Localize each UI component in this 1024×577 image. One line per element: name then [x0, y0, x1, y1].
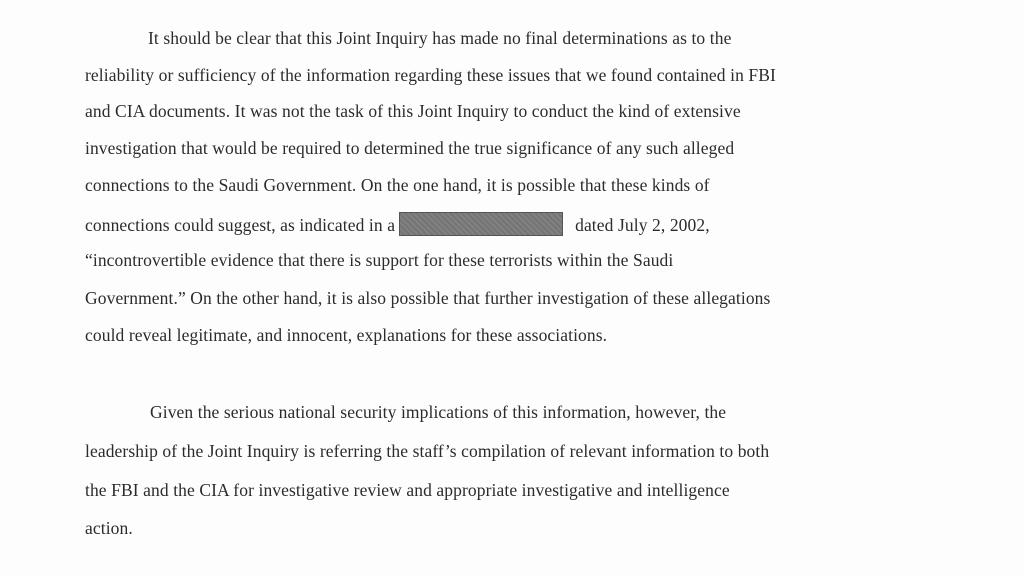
text-line: action.: [85, 518, 133, 538]
text-segment: dated July 2, 2002,: [575, 215, 710, 235]
text-line: It should be clear that this Joint Inquiry has made no final determinations as to the: [148, 28, 732, 48]
text-line: reliability or sufficiency of the information regarding these issues that we found contained in FBI: [85, 65, 776, 85]
text-line: could reveal legitimate, and innocent, explanations for these associations.: [85, 325, 608, 345]
text-line: connections to the Saudi Government. On the one hand, it is possible that these kinds of: [85, 175, 710, 195]
text-segment: connections could suggest, as indicated in a: [85, 215, 396, 235]
text-line: Government.” On the other hand, it is also possible that further investigation of these allegations: [85, 288, 771, 308]
text-line: Given the serious national security implications of this information, however, the: [150, 402, 727, 422]
text-line: leadership of the Joint Inquiry is referring the staff’s compilation of relevant information to both: [85, 441, 770, 461]
redaction-block: [399, 212, 563, 236]
text-line: and CIA documents. It was not the task of this Joint Inquiry to conduct the kind of extensive: [85, 101, 741, 121]
text-line: investigation that would be required to determined the true significance of any such alleged: [85, 138, 735, 158]
text-line-with-redaction: [85, 212, 710, 236]
text-line: “incontrovertible evidence that there is support for these terrorists within the Saudi: [85, 250, 674, 270]
text-line: the FBI and the CIA for investigative review and appropriate investigative and intelligence: [85, 480, 730, 500]
